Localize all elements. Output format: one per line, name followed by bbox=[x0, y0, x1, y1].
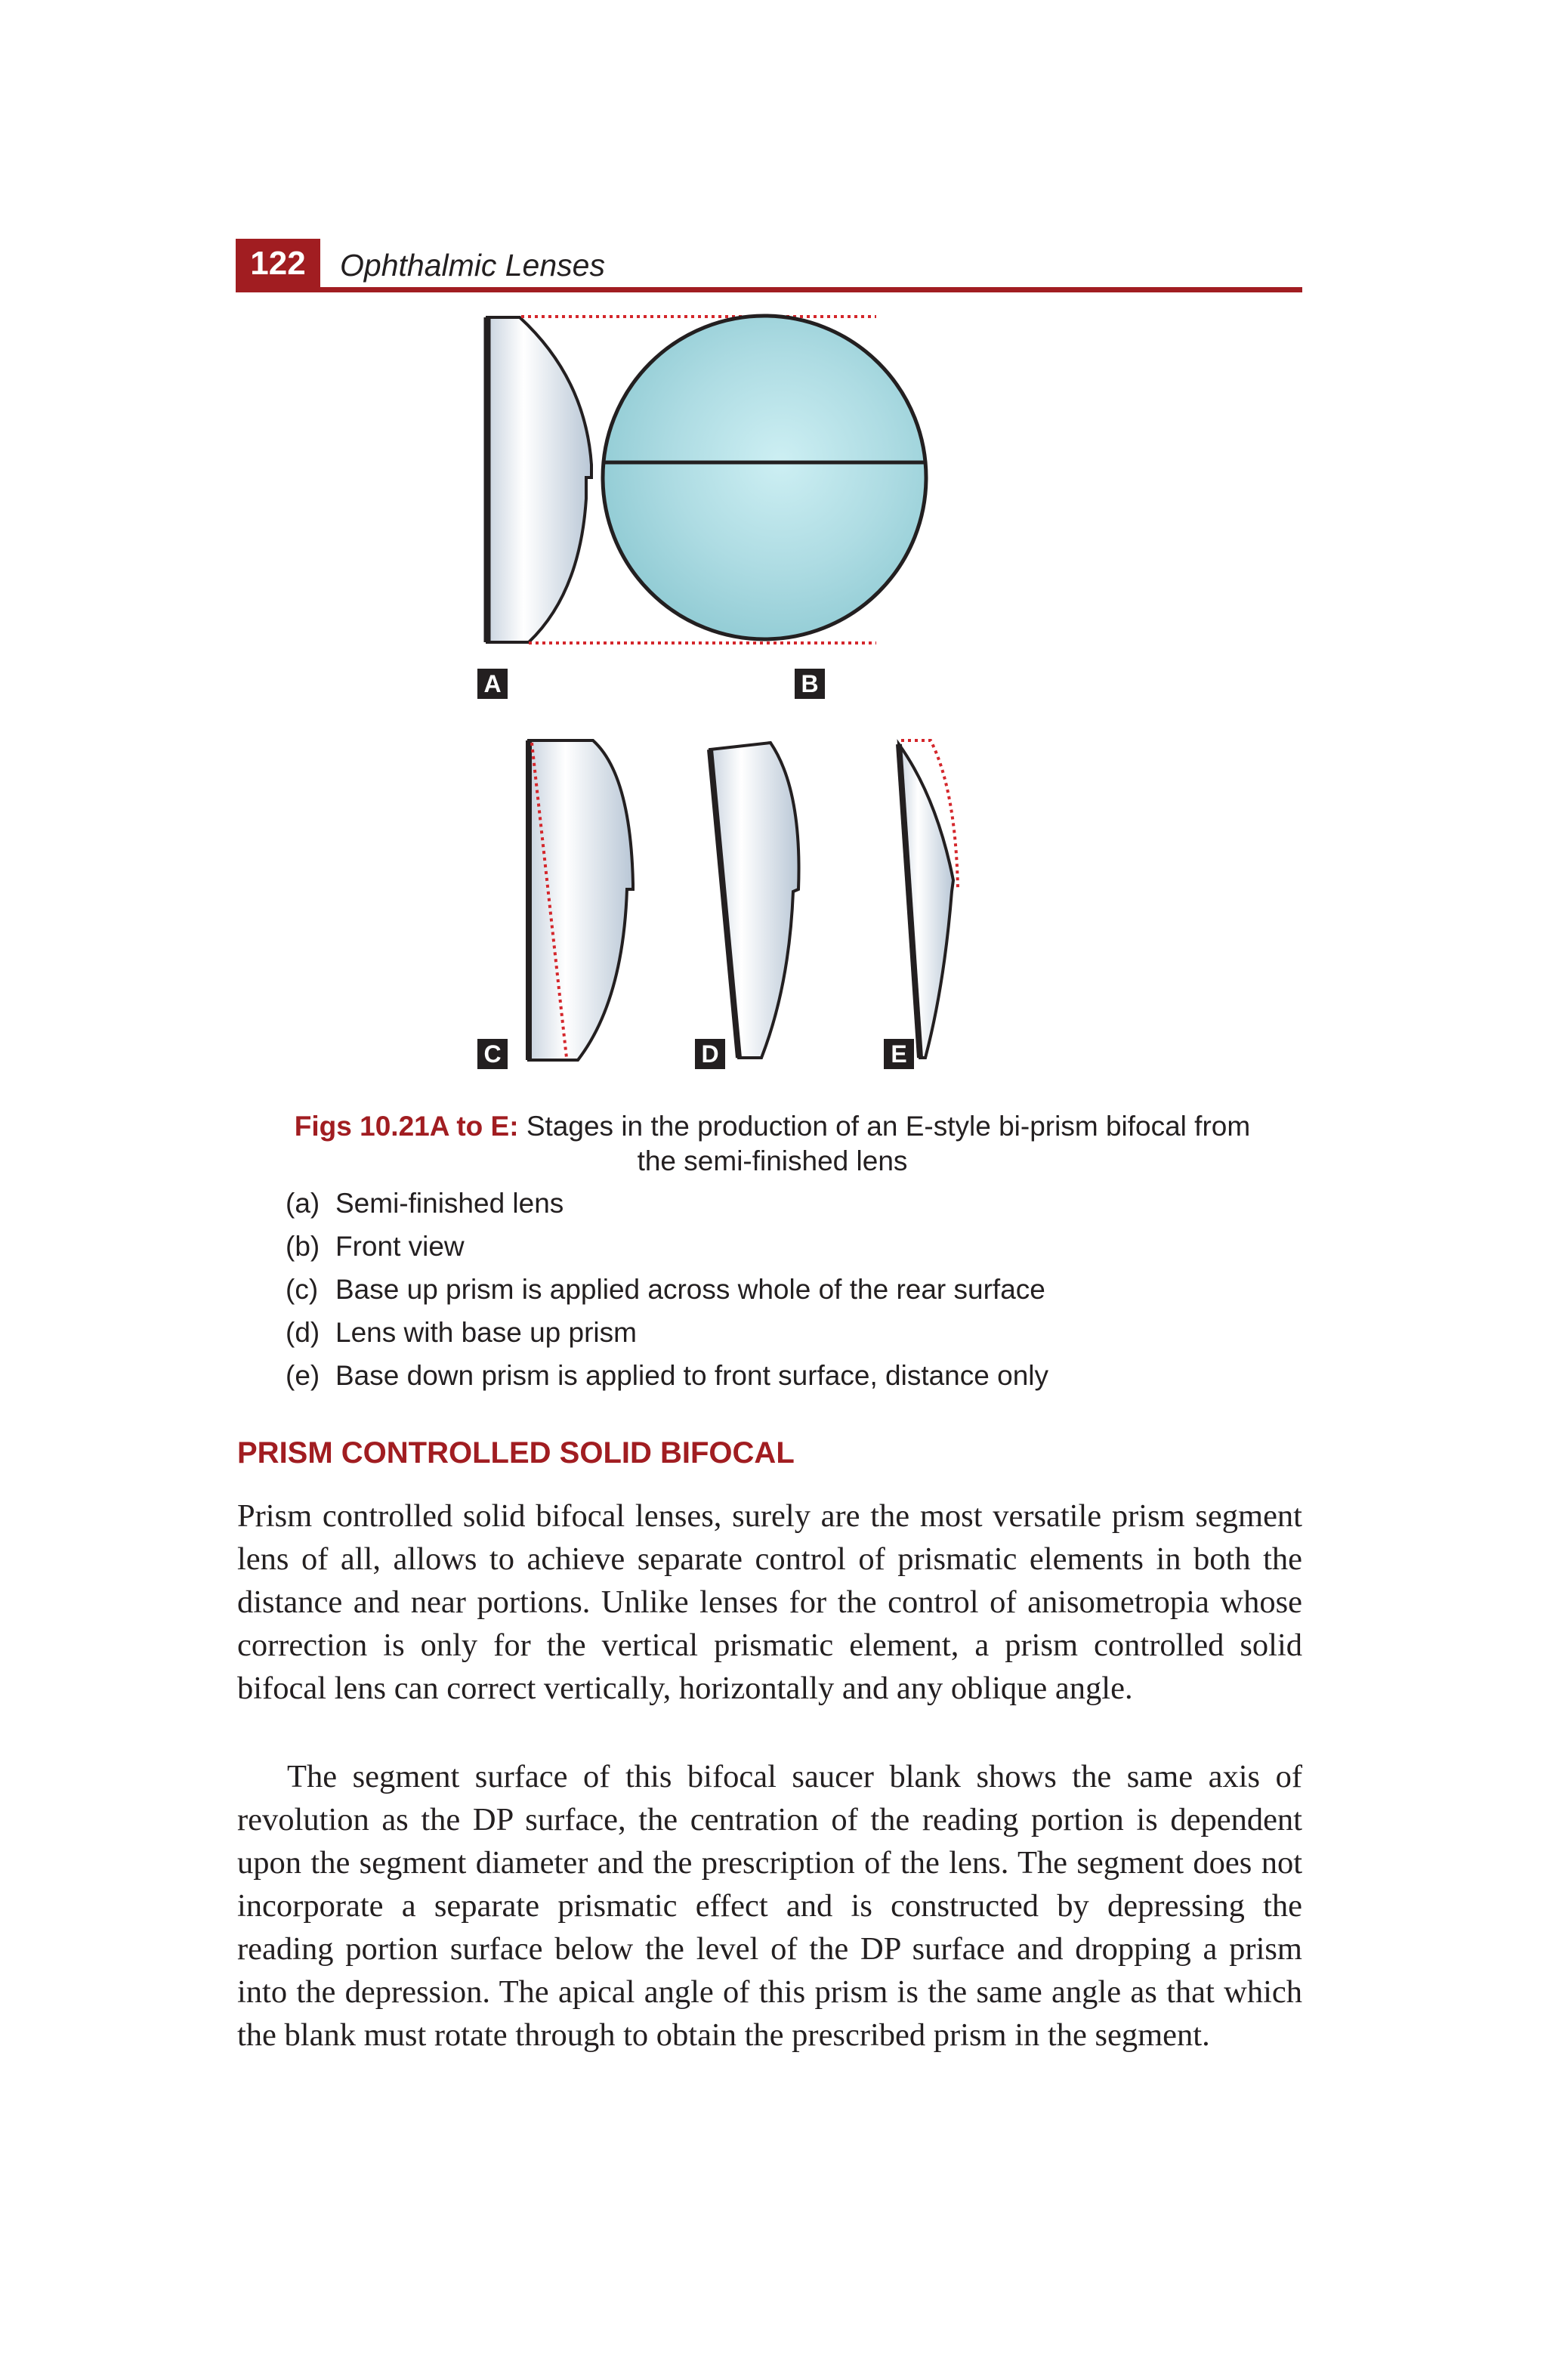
header-rule bbox=[236, 287, 1302, 292]
svg-text:D: D bbox=[701, 1040, 719, 1068]
list-text: Front view bbox=[335, 1231, 465, 1262]
page-number: 122 bbox=[236, 239, 320, 289]
list-marker: (b) bbox=[286, 1231, 320, 1262]
stage-list bbox=[286, 1182, 1268, 1397]
svg-text:A: A bbox=[483, 670, 502, 697]
svg-text:C: C bbox=[483, 1040, 502, 1068]
list-item bbox=[286, 1225, 1268, 1268]
panel-label-e bbox=[884, 1039, 914, 1069]
panel-label-c bbox=[477, 1039, 508, 1069]
list-text: Lens with base up prism bbox=[335, 1317, 637, 1348]
figure-caption bbox=[287, 1109, 1258, 1179]
lens-d-side-view bbox=[710, 743, 799, 1058]
list-marker: (a) bbox=[286, 1188, 320, 1219]
lens-a-side-view bbox=[487, 317, 591, 642]
lens-b-front-view bbox=[603, 316, 926, 639]
list-item bbox=[286, 1311, 1268, 1354]
panel-label-b bbox=[795, 669, 825, 699]
lens-c-side-view bbox=[529, 740, 633, 1060]
list-text: Base up prism is applied across whole of the rear surface bbox=[335, 1274, 1045, 1305]
list-item bbox=[286, 1268, 1268, 1311]
list-text: Base down prism is applied to front surface, distance only bbox=[335, 1360, 1048, 1391]
panel-label-a bbox=[477, 669, 508, 699]
body-paragraph: The segment surface of this bifocal saucer blank shows the same axis of revolution as the DP surface, the centration of the reading portion is dependent upon the segment diameter and the prescription of the lens. The segment does not incorporate a separate prismatic effect and is constructed by depressing the reading portion surface below the level of the DP surface and dropping a prism into the depression. The apical angle of this prism is the same angle as that which the blank must rotate through to obtain the prescribed prism in the segment. bbox=[237, 1759, 1302, 2053]
list-marker: (e) bbox=[286, 1360, 320, 1391]
svg-text:E: E bbox=[891, 1040, 907, 1068]
list-marker: (d) bbox=[286, 1317, 320, 1348]
caption-label: Figs 10.21A to E: bbox=[294, 1111, 519, 1142]
page-header bbox=[236, 239, 1302, 295]
list-text: Semi-finished lens bbox=[335, 1188, 564, 1219]
list-item bbox=[286, 1354, 1268, 1397]
panel-label-d bbox=[695, 1039, 725, 1069]
lens-e-side-view bbox=[899, 740, 958, 1058]
lens-production-figure bbox=[453, 306, 1027, 1084]
caption-text: Stages in the production of an E-style bi-prism bifocal from the semi-finished lens bbox=[526, 1111, 1251, 1176]
running-title: Ophthalmic Lenses bbox=[340, 248, 605, 283]
list-item bbox=[286, 1182, 1268, 1225]
svg-text:B: B bbox=[801, 670, 819, 697]
list-marker: (c) bbox=[286, 1274, 319, 1305]
section-heading: PRISM CONTROLLED SOLID BIFOCAL bbox=[237, 1436, 795, 1470]
body-paragraph: Prism controlled solid bifocal lenses, surely are the most versatile prism segment lens of all, allows to achieve separate control of prismatic elements in both the distance and near portions. Unlike lenses for the control of anisometropia whose correction is only for the vertical prismatic element, a prism controlled solid bifocal lens can correct vertically, horizontally and any oblique angle. bbox=[237, 1498, 1302, 1706]
